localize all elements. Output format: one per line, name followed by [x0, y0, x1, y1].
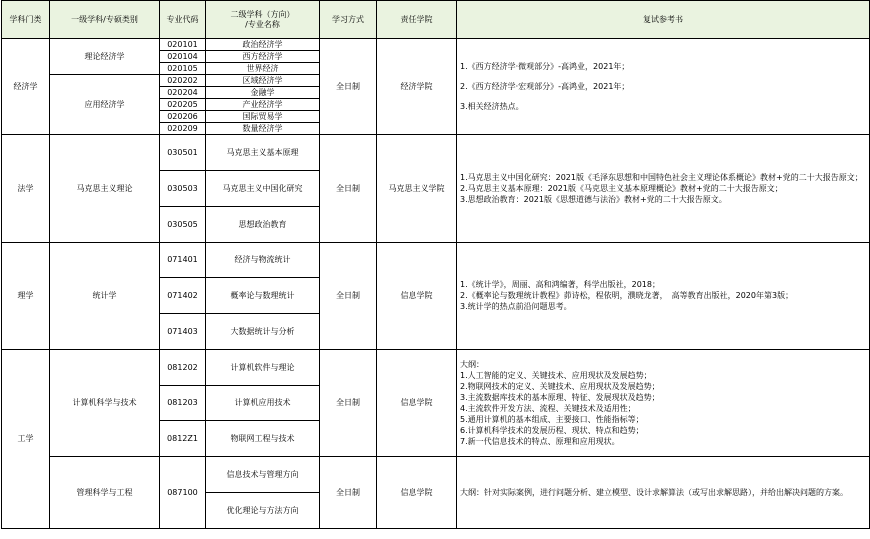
study-mode: 全日制	[320, 350, 377, 457]
table-row	[2, 350, 870, 386]
major-code: 030503	[160, 171, 206, 207]
reference-line: 5.通用计算机的基本组成、主要接口、性能指标等；	[460, 414, 644, 424]
header-code: 专业代码	[160, 1, 206, 39]
major-code: 071403	[160, 314, 206, 350]
first-level-cs: 计算机科学与技术	[50, 350, 160, 457]
major-name: 经济与物流统计	[206, 243, 320, 278]
major-name: 区域经济学	[206, 75, 320, 87]
major-name: 优化理论与方法方向	[206, 493, 320, 529]
reference-line: 3.相关经济热点。	[460, 101, 524, 111]
first-level-theory: 理论经济学	[50, 39, 160, 75]
category-engineering: 工学	[2, 350, 50, 529]
reference-line: 2.马克思主义基本原理：2021版《马克思主义基本原理概论》教材+党的二十大报告原文；	[460, 183, 783, 193]
college: 马克思主义学院	[377, 135, 457, 243]
reference-line: 2.《西方经济学·宏观部分》-高鸿业，2021年；	[460, 81, 630, 91]
major-code: 020105	[160, 63, 206, 75]
reference-line: 1.马克思主义中国化研究：2021版《毛泽东思想和中国特色社会主义理论体系概论》教材+党的二十大报告原文；	[460, 172, 863, 182]
header-study-mode: 学习方式	[320, 1, 377, 39]
major-name: 世界经济	[206, 63, 320, 75]
first-level-marxism: 马克思主义理论	[50, 135, 160, 243]
reference-law	[457, 135, 870, 243]
major-code: 081202	[160, 350, 206, 386]
reference-line: 4.主流软件开发方法、流程、关键技术及适用性；	[460, 403, 636, 413]
major-name: 数量经济学	[206, 123, 320, 135]
major-code: 020204	[160, 87, 206, 99]
major-name: 马克思主义基本原理	[206, 135, 320, 171]
reference-line: 3.主流数据库技术的基本原理、特征、发展现状及趋势；	[460, 392, 660, 402]
category-economics: 经济学	[2, 39, 50, 135]
study-mode: 全日制	[320, 243, 377, 350]
table-row	[2, 39, 870, 51]
college: 信息学院	[377, 457, 457, 529]
major-code: 087100	[160, 457, 206, 529]
major-name: 西方经济学	[206, 51, 320, 63]
reference-line: 3.思想政治教育：2021版《思想道德与法治》教材+党的二十大报告原文。	[460, 194, 727, 204]
major-code: 020104	[160, 51, 206, 63]
header-reference: 复试参考书	[457, 1, 870, 39]
category-law: 法学	[2, 135, 50, 243]
reference-economics	[457, 39, 870, 135]
reference-line: 3.统计学的热点前沿问题思考。	[460, 302, 572, 311]
major-name: 政治经济学	[206, 39, 320, 51]
major-name: 马克思主义中国化研究	[206, 171, 320, 207]
reference-line: 7.新一代信息技术的特点、原理和应用现状。	[460, 436, 620, 446]
major-code: 030501	[160, 135, 206, 171]
reference-ms: 大纲：针对实际案例，进行问题分析、建立模型、设计求解算法（或写出求解思路），并给出解决问题的方案。	[457, 457, 870, 529]
major-name: 计算机软件与理论	[206, 350, 320, 386]
reference-line: 2.《概率论与数理统计教程》茆诗松，程依明，濮晓龙著， 高等教育出版社，2020年第3版；	[460, 291, 794, 300]
reference-line: 2.物联网技术的定义、关键技术、应用现状及发展趋势；	[460, 381, 660, 391]
admission-table	[1, 0, 870, 529]
first-level-ms: 管理科学与工程	[50, 457, 160, 529]
study-mode: 全日制	[320, 135, 377, 243]
header-college: 责任学院	[377, 1, 457, 39]
table-row	[2, 457, 870, 493]
major-code: 020206	[160, 111, 206, 123]
major-name: 思想政治教育	[206, 207, 320, 243]
major-name: 信息技术与管理方向	[206, 457, 320, 493]
major-code: 081203	[160, 386, 206, 421]
reference-line: 大纲：	[460, 359, 484, 369]
reference-line: 1.《统计学》，周丽、高和鸿编著，科学出版社，2018；	[460, 280, 660, 289]
major-code: 020205	[160, 99, 206, 111]
major-code: 020209	[160, 123, 206, 135]
college: 信息学院	[377, 350, 457, 457]
major-name: 大数据统计与分析	[206, 314, 320, 350]
major-code: 020101	[160, 39, 206, 51]
major-name: 计算机应用技术	[206, 386, 320, 421]
major-code: 0812Z1	[160, 421, 206, 457]
reference-cs	[457, 350, 870, 457]
reference-line: 6.计算机科学技术的发展历程、现状、特点和趋势；	[460, 425, 644, 435]
major-code: 030505	[160, 207, 206, 243]
reference-line: 1.人工智能的定义、关键技术、应用现状及发展趋势；	[460, 370, 652, 380]
header-second-level: 二级学科（方向） /专业名称	[206, 1, 320, 39]
first-level-statistics: 统计学	[50, 243, 160, 350]
major-name: 概率论与数理统计	[206, 278, 320, 314]
category-science: 理学	[2, 243, 50, 350]
header-first-level: 一级学科/专硕类别	[50, 1, 160, 39]
college: 信息学院	[377, 243, 457, 350]
study-mode: 全日制	[320, 457, 377, 529]
major-code: 071402	[160, 278, 206, 314]
major-name: 产业经济学	[206, 99, 320, 111]
major-name: 物联网工程与技术	[206, 421, 320, 457]
study-mode: 全日制	[320, 39, 377, 135]
major-name: 国际贸易学	[206, 111, 320, 123]
table-row	[2, 135, 870, 171]
major-code: 020202	[160, 75, 206, 87]
reference-line: 1.《西方经济学·微观部分》-高鸿业，2021年；	[460, 61, 630, 71]
major-code: 071401	[160, 243, 206, 278]
college: 经济学院	[377, 39, 457, 135]
table-row	[2, 243, 870, 278]
first-level-applied: 应用经济学	[50, 75, 160, 135]
reference-science	[457, 243, 870, 350]
header-row	[2, 1, 870, 39]
header-category: 学科门类	[2, 1, 50, 39]
major-name: 金融学	[206, 87, 320, 99]
